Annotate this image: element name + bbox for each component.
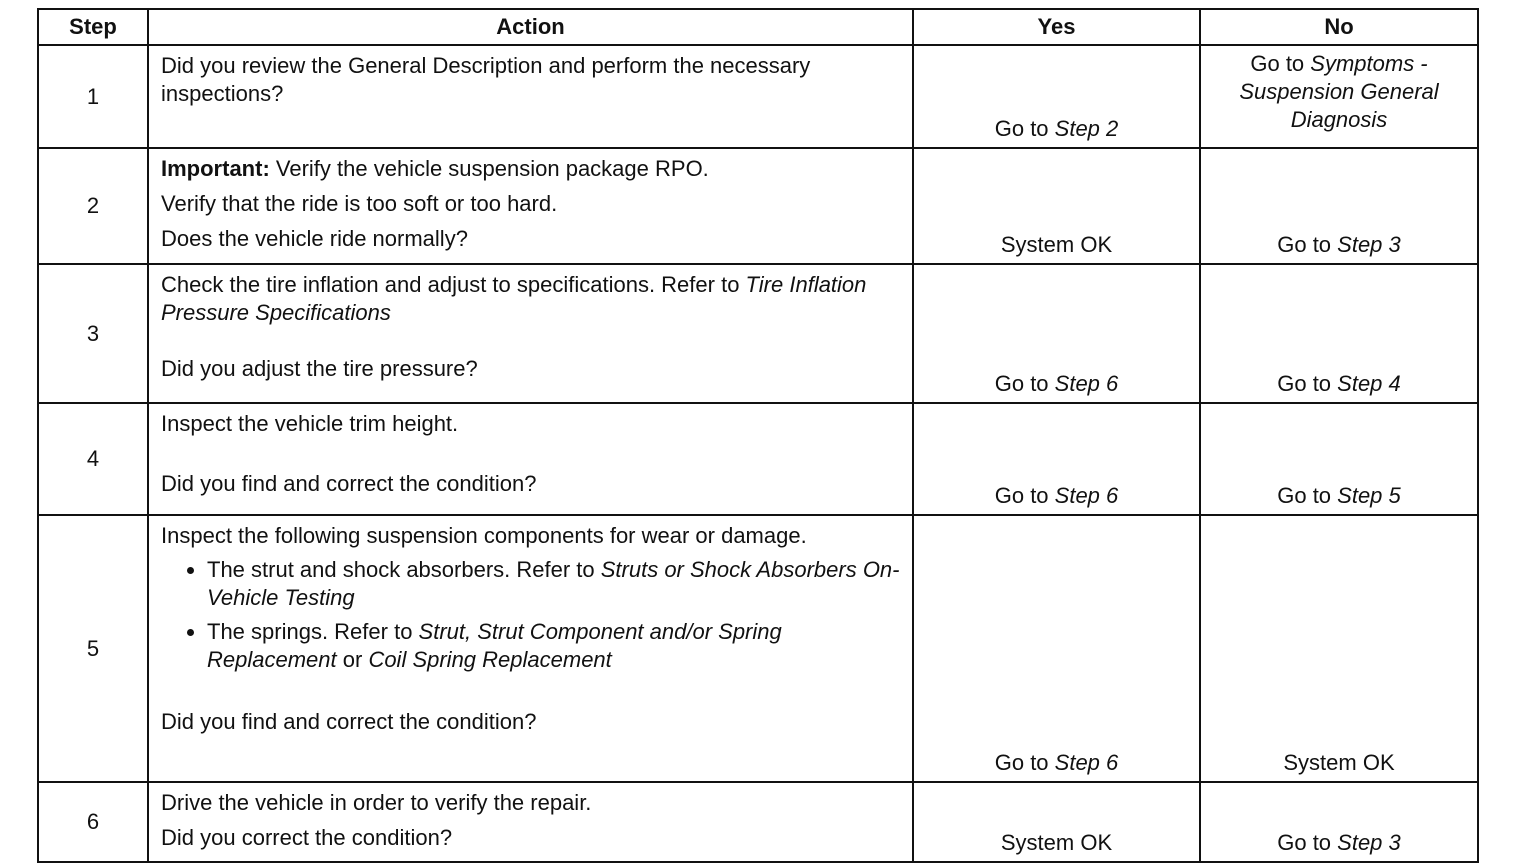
coil-spring-link[interactable]: Coil Spring Replacement — [368, 647, 612, 672]
action-cell — [148, 264, 913, 403]
no-prefix: Go to — [1277, 371, 1338, 396]
table-row — [38, 148, 1478, 264]
no-step-link[interactable]: Step 4 — [1337, 371, 1401, 396]
action-question: Did you correct the condition? — [161, 825, 453, 850]
no-cell — [1200, 403, 1478, 515]
yes-step-link[interactable]: Step 6 — [1054, 371, 1119, 396]
important-label: Important: — [161, 156, 270, 181]
table-row — [38, 264, 1478, 403]
header-yes: Yes — [913, 9, 1200, 45]
bullet-or: or — [336, 647, 369, 672]
no-prefix: Go to — [1250, 51, 1311, 76]
no-cell — [1200, 515, 1478, 782]
yes-text: System OK — [1000, 830, 1113, 855]
yes-step-link[interactable]: Step 6 — [1054, 483, 1119, 508]
no-prefix: Go to — [1277, 483, 1338, 508]
bullet-text: The springs. Refer to — [207, 619, 419, 644]
action-question: Does the vehicle ride normally? — [161, 226, 468, 251]
header-no: No — [1200, 9, 1478, 45]
important-text: Verify the vehicle suspension package RPO. — [269, 156, 709, 181]
action-text: Drive the vehicle in order to verify the repair. — [161, 790, 592, 815]
no-step-link[interactable]: Step 5 — [1337, 483, 1401, 508]
spacer — [161, 438, 900, 470]
yes-prefix: Go to — [994, 483, 1055, 508]
action-cell — [148, 515, 913, 782]
no-text: System OK — [1283, 750, 1395, 775]
no-cell — [1200, 264, 1478, 403]
step-number: 6 — [38, 782, 148, 862]
no-cell — [1200, 782, 1478, 862]
table-row — [38, 515, 1478, 782]
spacer — [161, 327, 900, 355]
no-step-link[interactable]: Step 3 — [1337, 830, 1401, 855]
no-step-link[interactable]: Step 3 — [1337, 232, 1401, 257]
step-number: 2 — [38, 148, 148, 264]
header-step: Step — [38, 9, 148, 45]
action-cell — [148, 148, 913, 264]
step-number: 4 — [38, 403, 148, 515]
action-text: Inspect the vehicle trim height. — [161, 411, 459, 436]
struts-testing-link[interactable]: Struts or Shock Absorbers On-Vehicle Testing — [207, 557, 900, 610]
yes-cell — [913, 45, 1200, 148]
tire-inflation-link[interactable]: Tire Inflation Pressure Specifications — [161, 272, 867, 325]
component-list — [161, 556, 900, 674]
no-prefix: Go to — [1277, 830, 1338, 855]
list-item — [207, 556, 900, 612]
list-item — [207, 618, 900, 674]
no-cell — [1200, 148, 1478, 264]
yes-prefix: Go to — [994, 116, 1055, 141]
yes-cell — [913, 403, 1200, 515]
table-header-row — [38, 9, 1478, 45]
action-cell — [148, 403, 913, 515]
action-text: Did you review the General Description and perform the necessary inspections? — [161, 53, 811, 106]
action-cell — [148, 45, 913, 148]
step-number: 3 — [38, 264, 148, 403]
no-prefix: Go to — [1277, 232, 1338, 257]
action-cell — [148, 782, 913, 862]
yes-prefix: Go to — [994, 750, 1055, 775]
step-number: 5 — [38, 515, 148, 782]
strut-replacement-link[interactable]: Strut, Strut Component and/or Spring Replacement — [207, 619, 782, 672]
yes-prefix: Go to — [994, 371, 1055, 396]
no-symptoms-link[interactable]: Symptoms - Suspension General Diagnosis — [1239, 51, 1439, 132]
yes-step-link[interactable]: Step 6 — [1054, 750, 1119, 775]
header-action: Action — [148, 9, 913, 45]
yes-cell — [913, 782, 1200, 862]
yes-cell — [913, 264, 1200, 403]
action-text: Inspect the following suspension components for wear or damage. — [161, 523, 807, 548]
diagnostic-table — [37, 8, 1479, 863]
bullet-text: The strut and shock absorbers. Refer to — [207, 557, 601, 582]
yes-text: System OK — [1000, 232, 1113, 257]
action-question: Did you find and correct the condition? — [161, 709, 537, 734]
yes-cell — [913, 148, 1200, 264]
action-question: Did you find and correct the condition? — [161, 471, 537, 496]
yes-cell — [913, 515, 1200, 782]
action-text: Verify that the ride is too soft or too hard. — [161, 191, 558, 216]
table-row — [38, 403, 1478, 515]
yes-step-link[interactable]: Step 2 — [1054, 116, 1119, 141]
step-number: 1 — [38, 45, 148, 148]
action-instruction: Check the tire inflation and adjust to specifications. Refer to — [161, 272, 746, 297]
table-row — [38, 782, 1478, 862]
spacer — [161, 680, 900, 708]
important-note — [161, 155, 900, 183]
action-text — [161, 271, 900, 327]
action-question: Did you adjust the tire pressure? — [161, 356, 478, 381]
no-cell — [1200, 45, 1478, 148]
table-row — [38, 45, 1478, 148]
